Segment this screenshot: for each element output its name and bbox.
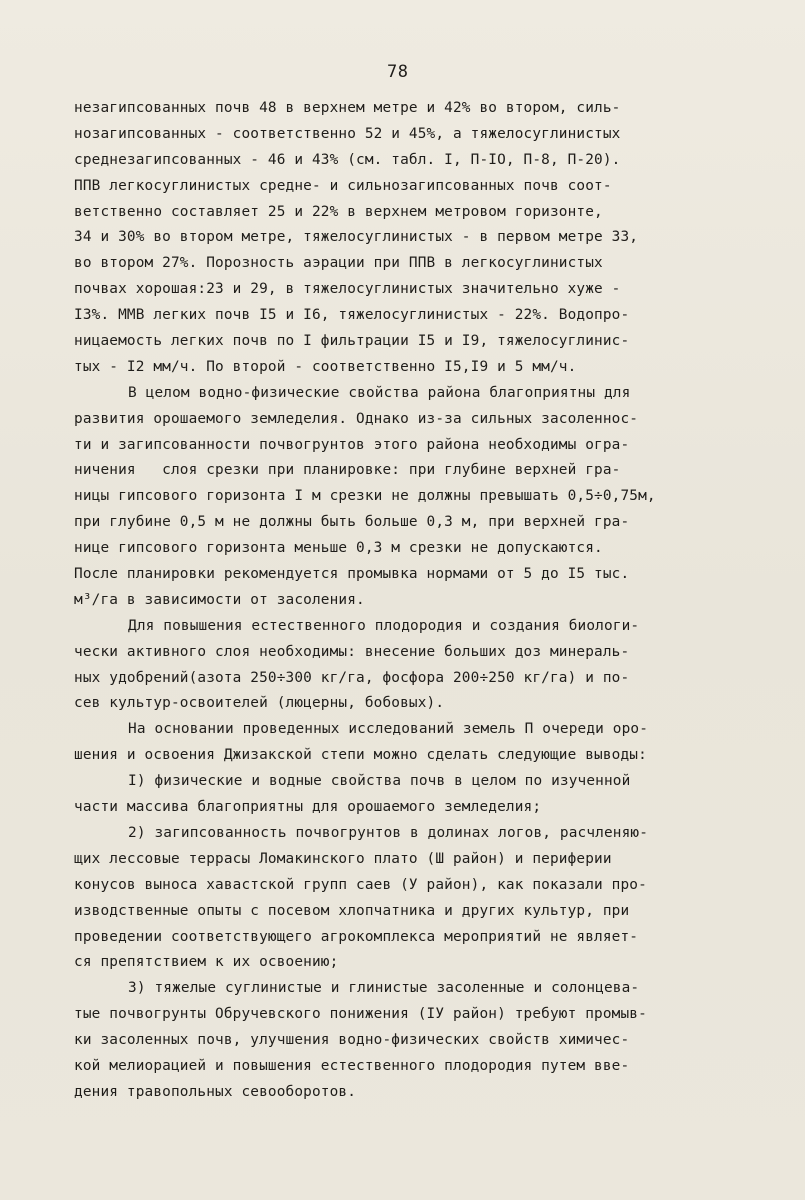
text-line: нице гипсового горизонта меньше 0,3 м срезки не допускаются. <box>74 540 603 557</box>
text-line: дения травопольных севооборотов. <box>74 1083 357 1100</box>
text-line: тых - I2 мм/ч. По второй - соответственно I5,I9 и 5 мм/ч. <box>74 358 577 375</box>
text-line: 34 и 30% во втором метре, тяжелосуглинистых - в первом метре 33, <box>74 229 639 246</box>
text-line: м³/га в зависимости от засоления. <box>74 591 365 608</box>
paragraph-start-line: В целом водно-физические свойства района благоприятны для <box>128 384 631 401</box>
text-line: проведении соответствующего агрокомплекса мероприятий не являет- <box>74 928 639 945</box>
text-line: ти и загипсованности почвогрунтов этого района необходимы огра- <box>74 436 630 453</box>
list-item-line: 3) тяжелые суглинистые и глинистые засоленные и солонцева- <box>128 980 640 997</box>
list-item-line: 2) загипсованность почвогрунтов в долинах логов, расчленяю- <box>128 824 649 841</box>
text-line: ся препятствием к их освоению; <box>74 954 339 971</box>
text-line: I3%. ММВ легких почв I5 и I6, тяжелосуглинистых - 22%. Водопро- <box>74 307 630 324</box>
text-line: чески активного слоя необходимы: внесение больших доз минераль- <box>74 643 630 660</box>
text-line: щих лессовые террасы Ломакинского плато (Ш район) и периферии <box>74 850 612 867</box>
text-line: нозагипсованных - соответственно 52 и 45%, а тяжелосуглинистых <box>74 125 621 142</box>
text-line: почвах хорошая:23 и 29, в тяжелосуглинистых значительно хуже - <box>74 281 621 298</box>
text-line: ки засоленных почв, улучшения водно-физических свойств химичес- <box>74 1032 630 1049</box>
text-line: части массива благоприятны для орошаемого земледелия; <box>74 799 542 816</box>
page-number: 78 <box>387 62 409 82</box>
text-line: во втором 27%. Порозность аэрации при ППВ в легкосуглинистых <box>74 255 603 272</box>
text-line: сев культур-освоителей (люцерны, бобовых). <box>74 695 445 712</box>
text-line: ных удобрений(азота 250÷300 кг/га, фосфора 200÷250 кг/га) и по- <box>74 669 630 686</box>
text-line: развития орошаемого земледелия. Однако из-за сильных засоленнос- <box>74 410 639 427</box>
paragraph-start-line: На основании проведенных исследований земель П очереди оро- <box>128 721 649 738</box>
body-text <box>74 96 774 1106</box>
text-line: изводственные опыты с посевом хлопчатника и других культур, при <box>74 902 630 919</box>
text-line: при глубине 0,5 м не должны быть больше 0,3 м, при верхней гра- <box>74 514 630 531</box>
text-line: тые почвогрунты Обручевского понижения (IУ район) требуют промыв- <box>74 1006 647 1023</box>
text-line: ППВ легкосуглинистых средне- и сильнозагипсованных почв соот- <box>74 177 612 194</box>
text-line: конусов выноса хавастской групп саев (У район), как показали про- <box>74 876 647 893</box>
list-item-line: I) физические и водные свойства почв в целом по изученной <box>128 773 631 790</box>
text-line: шения и освоения Джизакской степи можно сделать следующие выводы: <box>74 747 647 764</box>
text-line: После планировки рекомендуется промывка нормами от 5 до I5 тыс. <box>74 566 630 583</box>
text-line: ницы гипсового горизонта I м срезки не должны превышать 0,5÷0,75м, <box>74 488 656 505</box>
text-line: ницаемость легких почв по I фильтрации I5 и I9, тяжелосуглинис- <box>74 333 630 350</box>
text-line: незагипсованных почв 48 в верхнем метре и 42% во втором, силь- <box>74 100 621 116</box>
text-line: ничения слоя срезки при планировке: при глубине верхней гра- <box>74 462 621 479</box>
text-line: ветственно составляет 25 и 22% в верхнем метровом горизонте, <box>74 203 603 220</box>
text-line: кой мелиорацией и повышения естественного плодородия путем вве- <box>74 1057 630 1074</box>
text-line: среднезагипсованных - 46 и 43% (см. табл. I, П-IO, П-8, П-20). <box>74 151 621 168</box>
paragraph-start-line: Для повышения естественного плодородия и создания биологи- <box>128 617 640 634</box>
